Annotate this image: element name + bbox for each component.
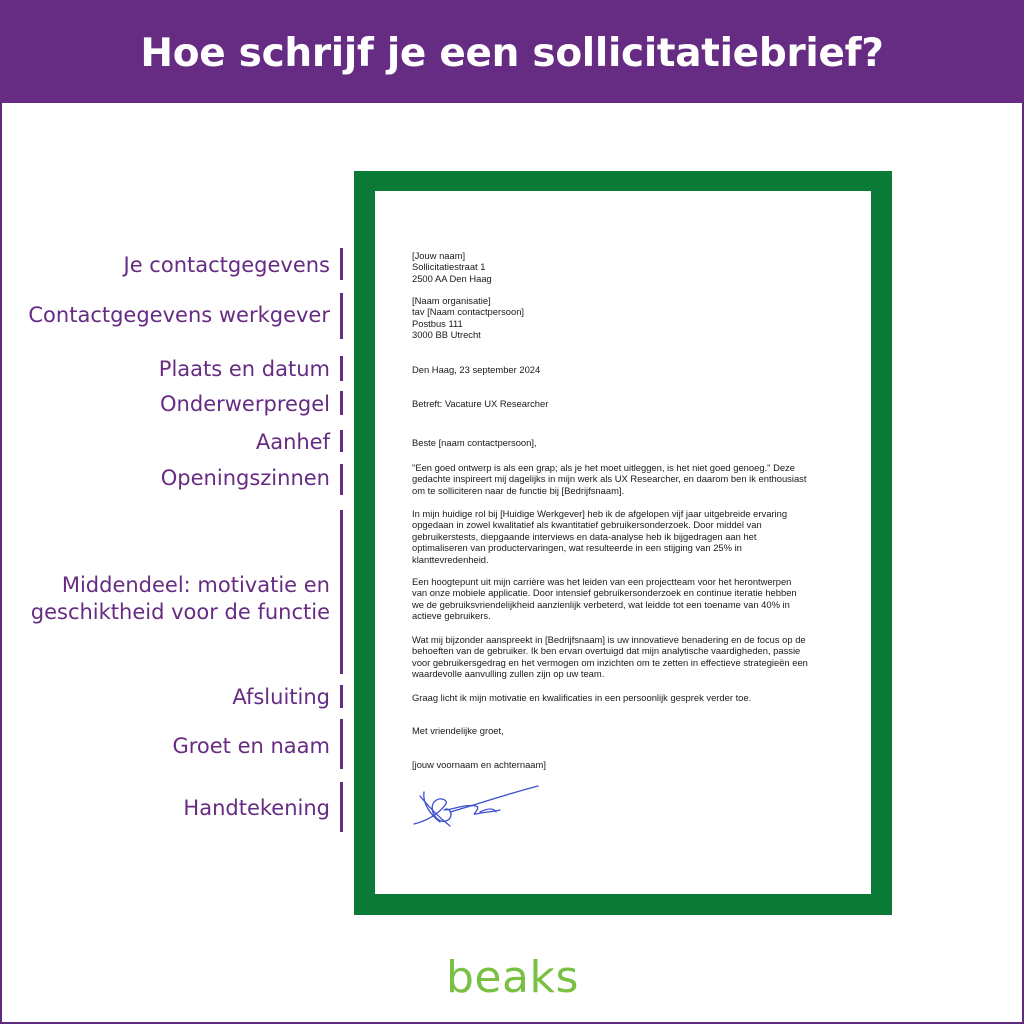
subject-line: Betreft: Vacature UX Researcher [412, 398, 549, 409]
beaks-logo: beaks [446, 952, 579, 1003]
header-banner [0, 0, 1024, 103]
middle-paragraph-1 [412, 508, 842, 565]
text-line: In mijn huidige rol bij [Huidige Werkgever] heb ik de afgelopen vijf jaar uitgebreide ervaring [412, 508, 788, 519]
signature-scribble [410, 782, 550, 832]
label-signature: Handtekening [183, 796, 330, 820]
text-line: we de gebruiksvriendelijkheid aanzienlijk verbeterd, wat leidde tot een toename van 40% in [412, 598, 790, 610]
label-middle-2: geschiktheid voor de functie [30, 600, 330, 624]
label-contact: Je contactgegevens [123, 253, 330, 277]
bracket-opening [340, 464, 343, 495]
recipient-line: 3000 BB Utrecht [412, 329, 481, 341]
text-line: klanttevredenheid. [412, 553, 489, 565]
middle-paragraph-3 [412, 634, 842, 680]
bracket-greeting [340, 719, 343, 769]
text-line: behoeften van de gebruiker. Ik ben ervan overtuigd dat mijn analytische vaardigheden, passie [412, 645, 801, 657]
place-date: Den Haag, 23 september 2024 [412, 364, 541, 375]
bracket-place-date [340, 356, 343, 381]
name-placeholder: [jouw voornaam en achternaam] [412, 759, 546, 770]
label-subject: Onderwerpregel [160, 392, 330, 416]
text-line: Wat mij bijzonder aanspreekt in [Bedrijfsnaam] is uw innovatieve benadering en de focus op de [412, 634, 806, 645]
text-line: gebruikerstests, diepgaande interviews en data-analyse heb ik bijgedragen aan het [412, 530, 757, 542]
page-title: Hoe schrijf je een sollicitatiebrief? [140, 31, 884, 76]
salutation: Beste [naam contactpersoon], [412, 437, 537, 448]
label-opening: Openingszinnen [160, 466, 330, 490]
label-closing: Afsluiting [232, 685, 330, 709]
text-line: optimaliseren van productervaringen, wat resulteerde in een stijging van 25% in [412, 542, 742, 554]
label-salutation: Aanhef [255, 430, 330, 454]
recipient-block [412, 295, 842, 341]
sender-block [412, 250, 842, 284]
bracket-subject [340, 391, 343, 415]
text-line: van onze mobiele applicatie. Door intensief gebruikersonderzoek en continue iteratie hebben [412, 587, 797, 599]
closing-sentence: Graag licht ik mijn motivatie en kwalificaties in een persoonlijk gesprek verder toe. [412, 692, 752, 703]
recipient-line: [Naam organisatie] [412, 295, 491, 306]
sender-line: [Jouw naam] [412, 250, 466, 261]
sender-line: Sollicitatiestraat 1 [412, 261, 486, 273]
recipient-line: Postbus 111 [412, 317, 463, 329]
text-line: gedachte inspireert mij dagelijks in mijn werk als UX Researcher, en daarom ben ik enthousiast [412, 473, 807, 485]
label-place-date: Plaats en datum [158, 357, 330, 381]
text-line: opgedaan in zowel kwalitatief als kwantitatief gebruikersonderzoek. Door middel van [412, 519, 762, 531]
bracket-contact [340, 248, 343, 280]
bracket-closing [340, 685, 343, 708]
bracket-signature [340, 782, 343, 832]
text-line: om te solliciteren naar de functie bij [Bedrijfsnaam]. [412, 484, 625, 496]
text-line: voor gebruikersgedrag en het vermogen om inzichten om te zetten in effectieve strategieën een [412, 656, 808, 668]
text-line: Een hoogtepunt uit mijn carrière was het leiden van een projectteam voor het herontwerpen [412, 576, 792, 587]
bracket-middle [340, 510, 343, 674]
bracket-salutation [340, 430, 343, 452]
opening-paragraph [412, 462, 842, 496]
text-line: actieve gebruikers. [412, 610, 491, 622]
bracket-employer [340, 293, 343, 339]
recipient-line: tav [Naam contactpersoon] [412, 306, 525, 318]
middle-paragraph-2 [412, 576, 842, 622]
greeting: Met vriendelijke groet, [412, 725, 504, 736]
text-line: "Een goed ontwerp is als een grap; als je het moet uitleggen, is het niet goed genoeg." Deze [412, 462, 795, 473]
sender-line: 2500 AA Den Haag [412, 272, 492, 284]
label-greeting: Groet en naam [172, 734, 330, 758]
text-line: waardevolle aanvulling zullen zijn op uw team. [412, 668, 605, 680]
label-middle-1: Middendeel: motivatie en [61, 573, 330, 597]
label-employer: Contactgegevens werkgever [28, 303, 330, 327]
